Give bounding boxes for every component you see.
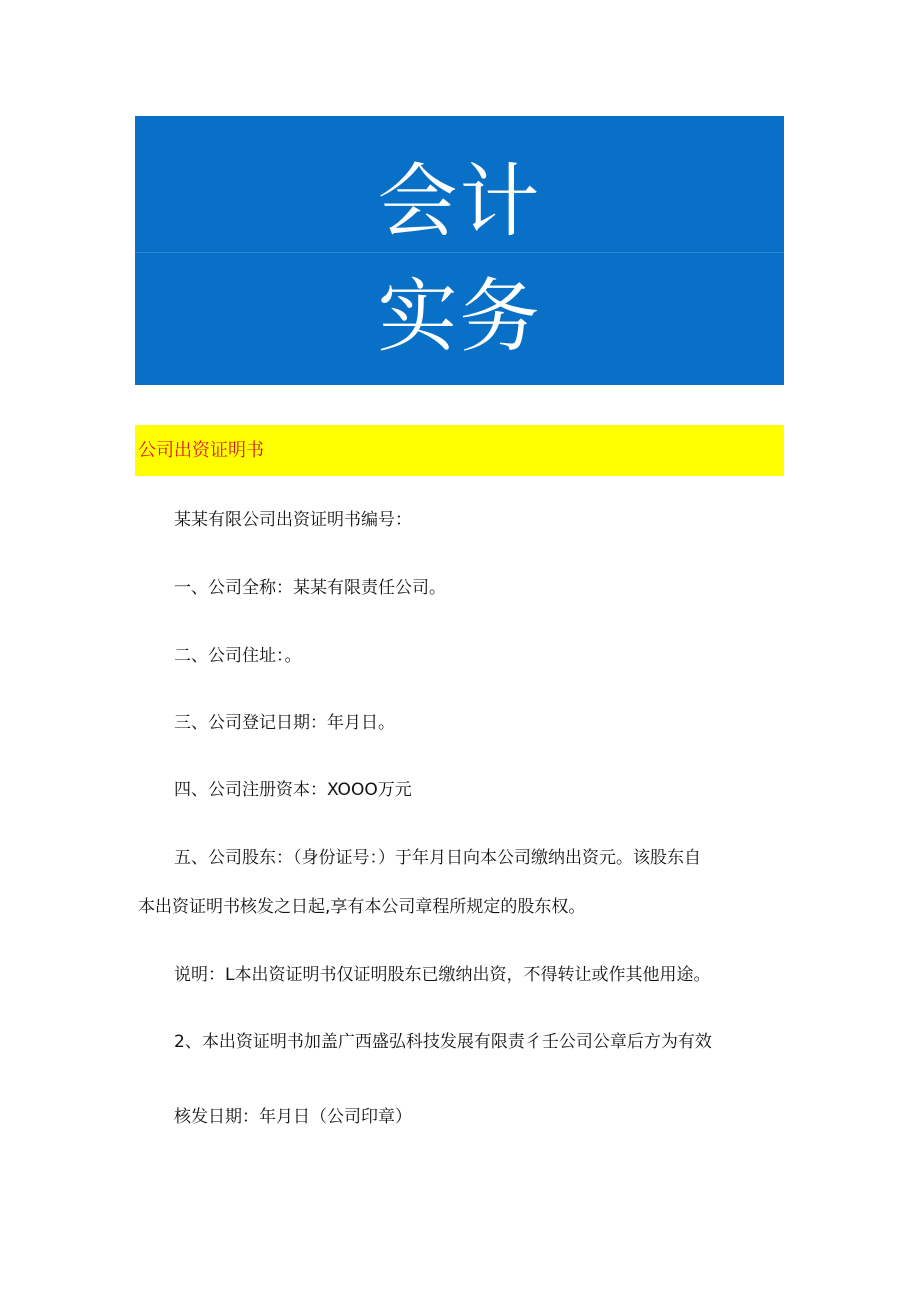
banner-title-line-1: 会计 <box>377 155 542 248</box>
item-company-name: 一、公司全称：某某有限责任公司。 <box>174 578 446 598</box>
note-2: 2、本出资证明书加盖广西盛弘科技发展有限责彳壬公司公章后方为有效 <box>174 1032 712 1052</box>
banner-divider <box>135 252 784 253</box>
document-header: 某某有限公司出资证明书编号： <box>174 510 412 530</box>
item-shareholder-line-1: 五、公司股东：（身份证号：）于年月日向本公司缴纳出资元。该股东自 <box>174 848 701 868</box>
note-1: 说明：L本出资证明书仅证明股东已缴纳出资，不得转让或作其他用途。 <box>174 965 711 985</box>
section-title-bar <box>135 425 784 476</box>
item-registration-date: 三、公司登记日期：年月日。 <box>174 713 395 733</box>
title-banner <box>135 116 784 385</box>
banner-title-line-2: 实务 <box>377 270 542 363</box>
section-title: 公司出资证明书 <box>138 440 264 461</box>
item-registered-capital: 四、公司注册资本：XOOO万元 <box>174 780 412 800</box>
item-shareholder-line-2: 本出资证明书核发之日起,享有本公司章程所规定的股东权。 <box>138 897 586 917</box>
issue-date: 核发日期：年月日（公司印章） <box>174 1107 412 1127</box>
item-company-address: 二、公司住址：。 <box>174 646 302 666</box>
